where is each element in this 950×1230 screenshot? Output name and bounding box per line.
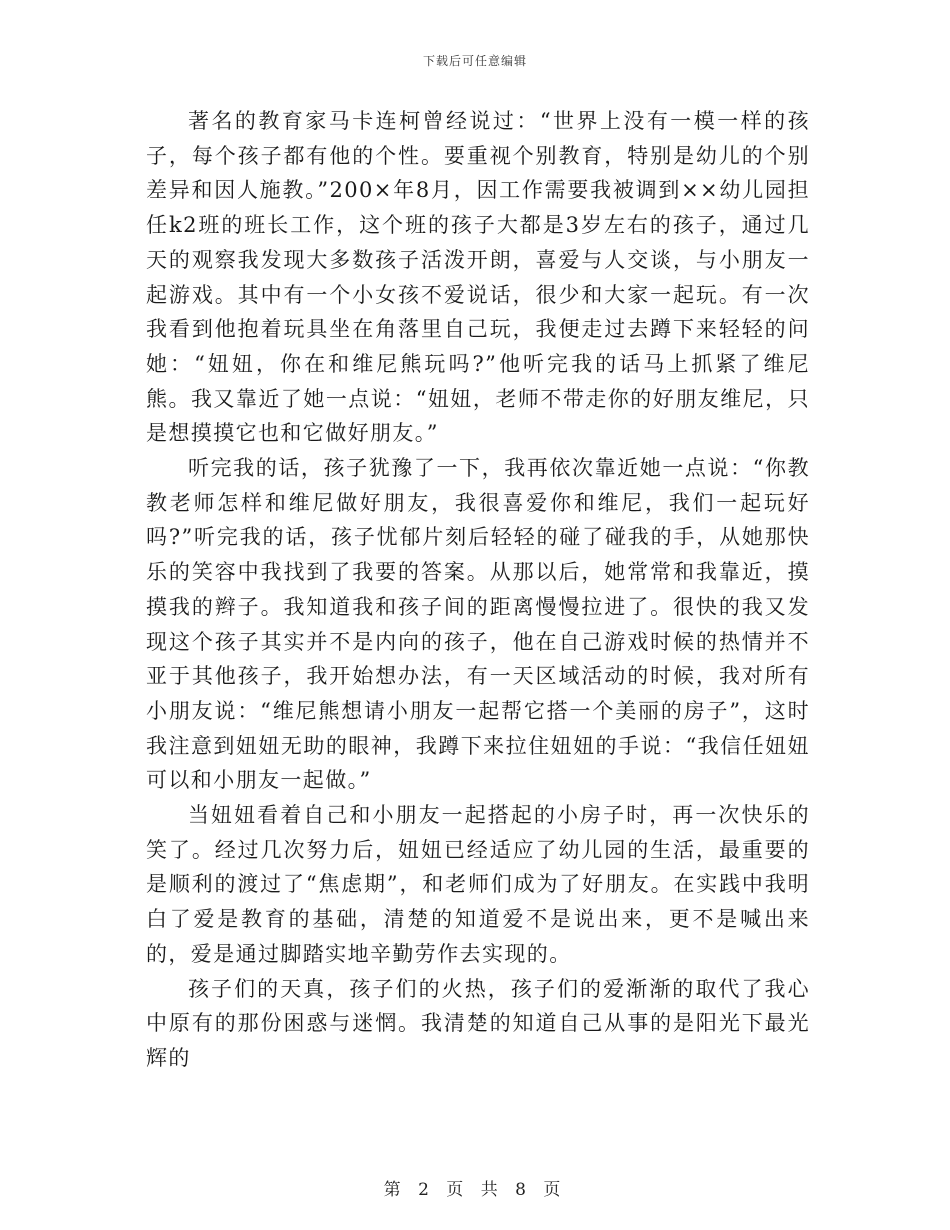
document-body	[146, 104, 810, 1076]
paragraph-2: 听完我的话，孩子犹豫了一下，我再依次靠近她一点说：“你教教老师怎样和维尼做好朋友，我很喜爱你和维尼，我们一起玩好吗?”听完我的话，孩子忧郁片刻后轻轻的碰了碰我的手，从她那快乐的笑容中我找到了我要的答案。从那以后，她常常和我靠近，摸摸我的辫子。我知道我和孩子间的距离慢慢拉进了。很快的我又发现这个孩子其实并不是内向的孩子，他在自己游戏时候的热情并不亚于其他孩子，我开始想办法，有一天区域活动的时候，我对所有小朋友说：“维尼熊想请小朋友一起帮它搭一个美丽的房子”，这时我注意到妞妞无助的眼神，我蹲下来拉住妞妞的手说：“我信任妞妞可以和小朋友一起做。”	[146, 456, 810, 793]
page-number-footer: 第 2 页 共 8 页	[383, 1180, 567, 1200]
page-header: 下载后可任意编辑	[422, 54, 527, 68]
paragraph-4: 孩子们的天真，孩子们的火热，孩子们的爱渐渐的取代了我心中原有的那份困惑与迷惘。我清楚的知道自己从事的是阳光下最光辉的	[146, 976, 810, 1070]
paragraph-1: 著名的教育家马卡连柯曾经说过：“世界上没有一模一样的孩子，每个孩子都有他的个性。要重视个别教育，特别是幼儿的个别差异和因人施教。”200×年8月，因工作需要我被调到××幼儿园担任k2班的班长工作，这个班的孩子大都是3岁左右的孩子，通过几天的观察我发现大多数孩子活泼开朗，喜爱与人交谈，与小朋友一起游戏。其中有一个小女孩不爱说话，很少和大家一起玩。有一次我看到他抱着玩具坐在角落里自己玩，我便走过去蹲下来轻轻的问她：“妞妞，你在和维尼熊玩吗?”他听完我的话马上抓紧了维尼熊。我又靠近了她一点说：“妞妞，老师不带走你的好朋友维尼，只是想摸摸它也和它做好朋友。”	[146, 109, 810, 446]
paragraph-3: 当妞妞看着自己和小朋友一起搭起的小房子时，再一次快乐的笑了。经过几次努力后，妞妞已经适应了幼儿园的生活，最重要的是顺利的渡过了“焦虑期”，和老师们成为了好朋友。在实践中我明白了爱是教育的基础，清楚的知道爱不是说出来，更不是喊出来的，爱是通过脚踏实地辛勤劳作去实现的。	[146, 803, 810, 966]
